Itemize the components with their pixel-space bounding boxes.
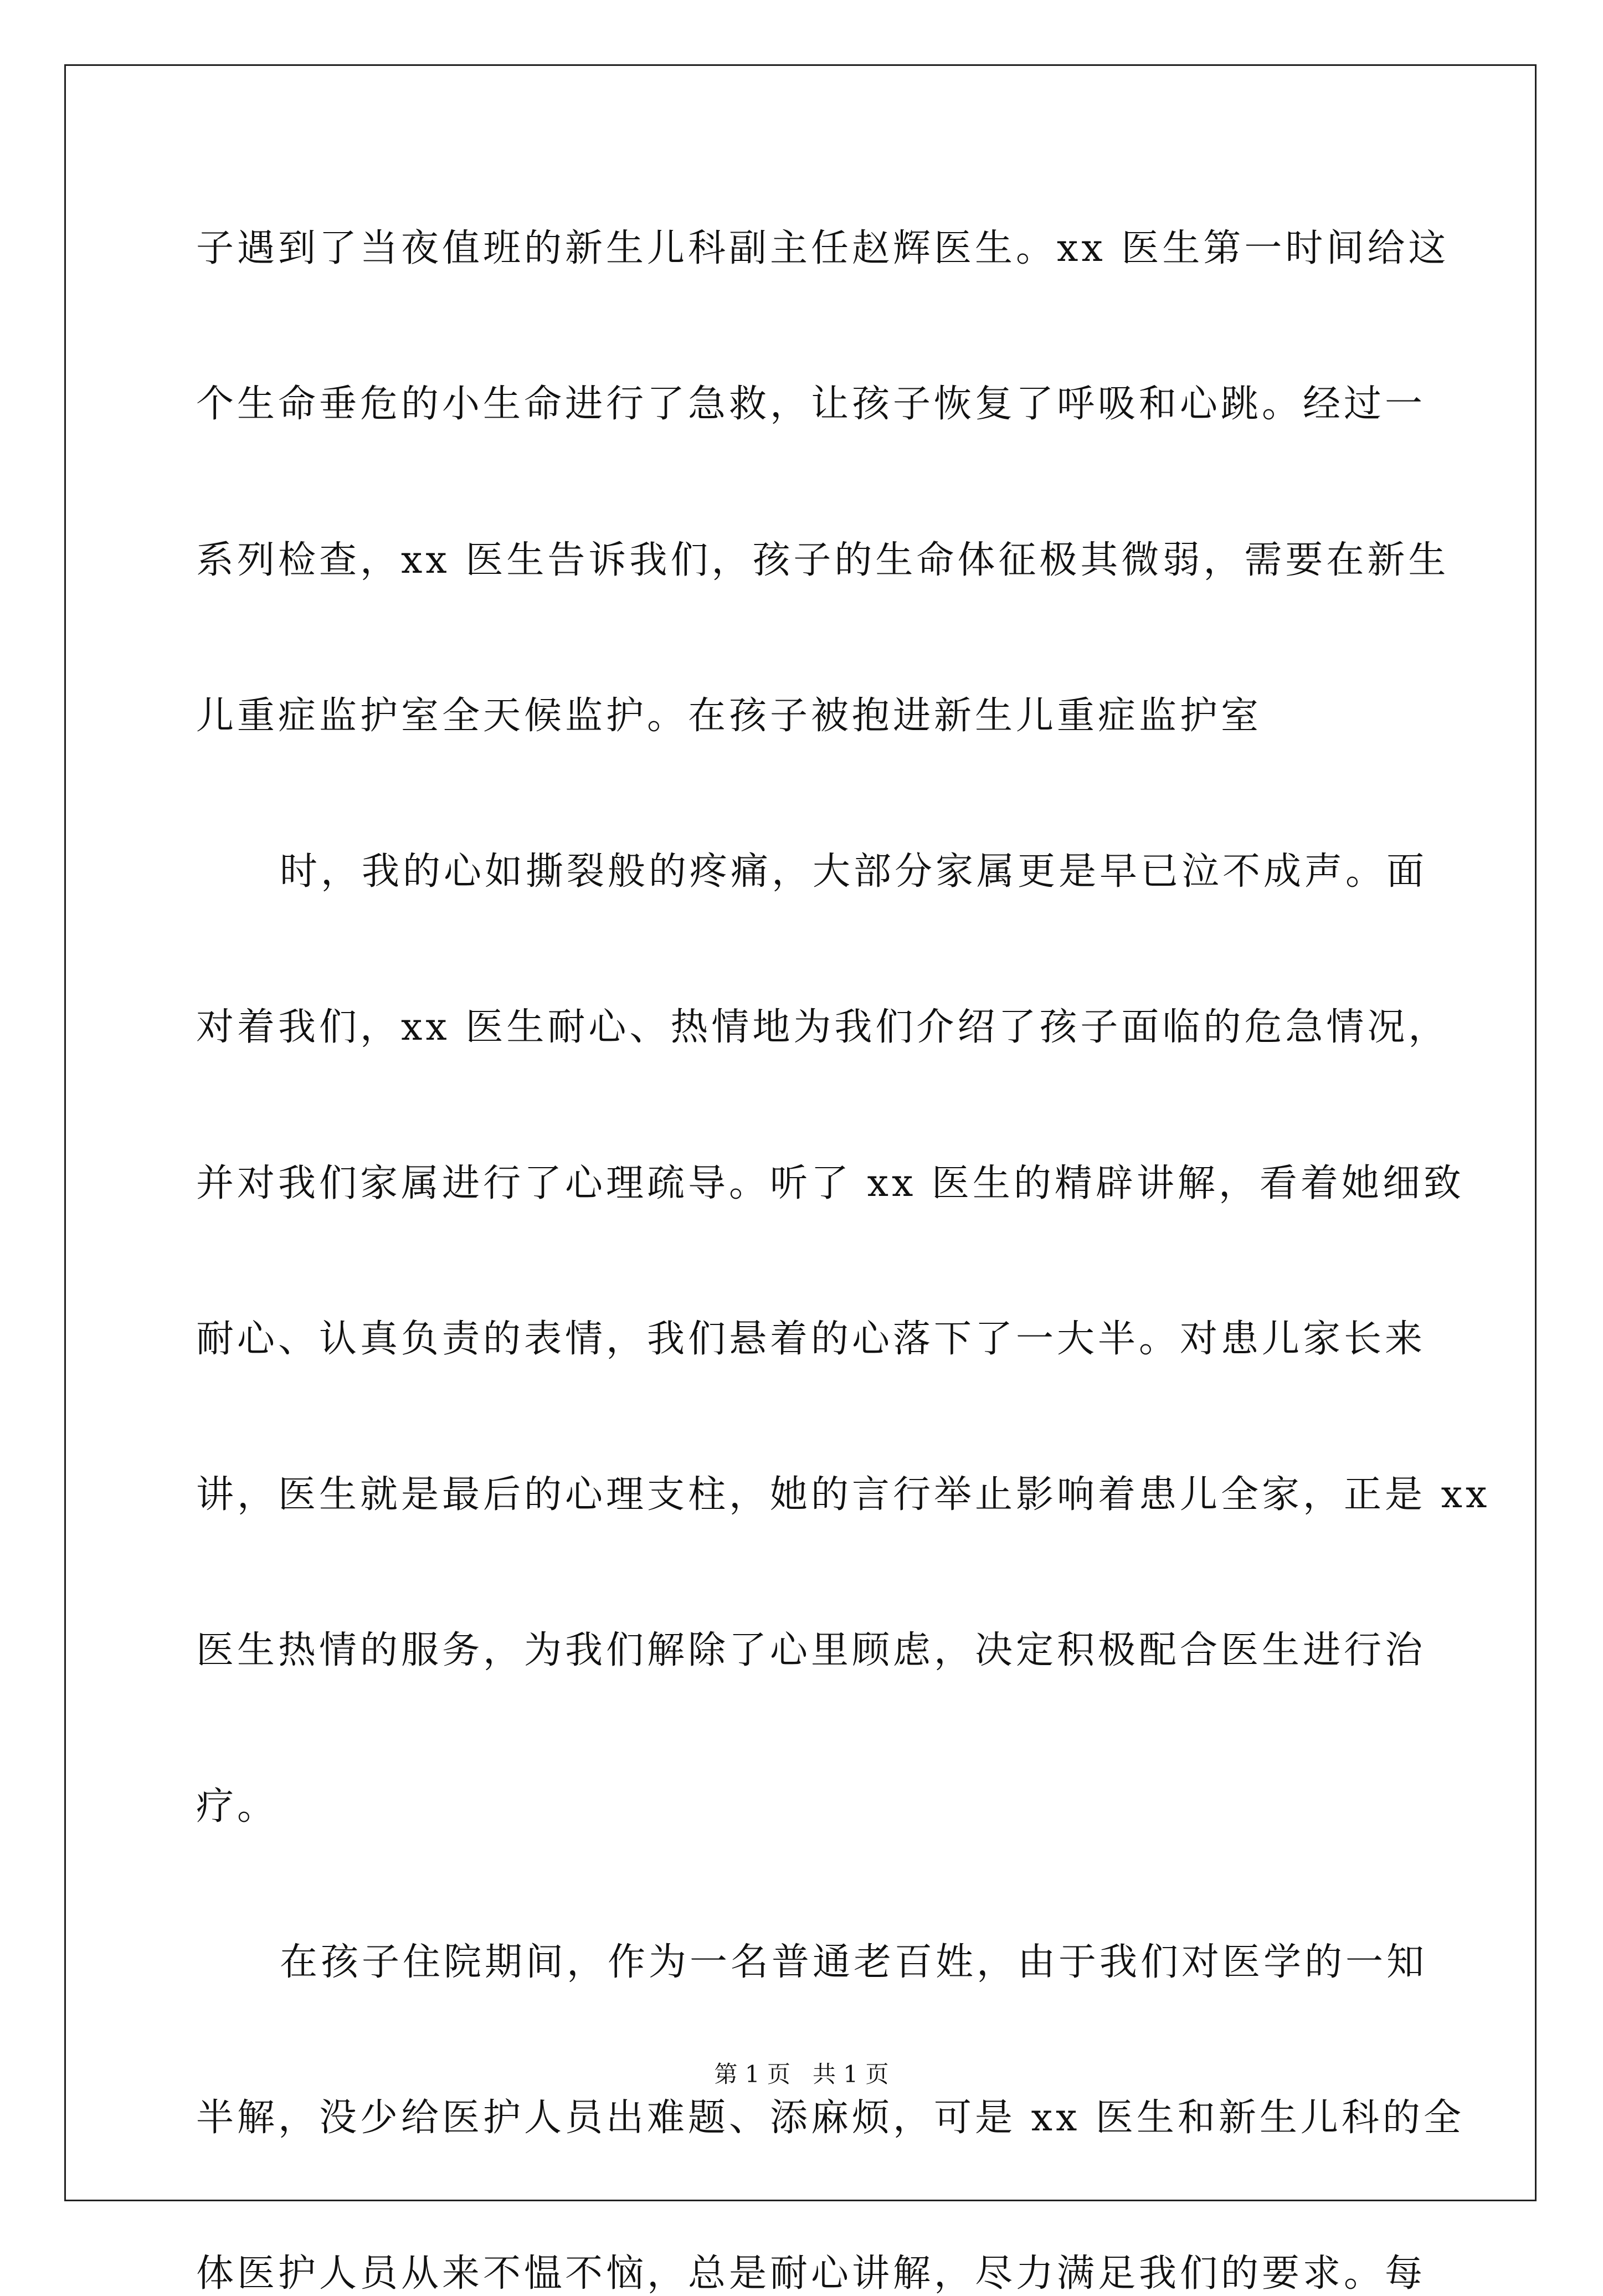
- body-line: 个生命垂危的小生命进行了急救，让孩子恢复了呼吸和心跳。经过一: [196, 382, 1426, 426]
- body-line: 疗。: [196, 1785, 279, 1828]
- body-line: 讲，医生就是最后的心理支柱，她的言行举止影响着患儿全家，正是 xx: [196, 1473, 1491, 1517]
- body-line: 体医护人员从来不愠不恼，总是耐心讲解，尽力满足我们的要求。每: [196, 2252, 1426, 2295]
- body-line: 并对我们家属进行了心理疏导。听了 xx 医生的精辟讲解，看着她细致: [196, 1162, 1465, 1205]
- paragraph-first-line: 时，我的心如撕裂般的疼痛，大部分家属更是早已泣不成声。面: [280, 850, 1428, 893]
- body-line: 儿重症监护室全天候监护。在孩子被抱进新生儿重症监护室: [196, 694, 1262, 738]
- body-line: 半解，没少给医护人员出难题、添麻烦，可是 xx 医生和新生儿科的全: [196, 2096, 1465, 2140]
- body-line: 系列检查，xx 医生告诉我们，孩子的生命体征极其微弱，需要在新生: [196, 538, 1450, 582]
- body-line: 子遇到了当夜值班的新生儿科副主任赵辉医生。xx 医生第一时间给这: [196, 227, 1450, 270]
- body-line: 耐心、认真负责的表情，我们悬着的心落下了一大半。对患儿家长来: [196, 1317, 1426, 1361]
- body-line: 医生热情的服务，为我们解除了心里顾虑，决定积极配合医生进行治: [196, 1629, 1426, 1672]
- paragraph-first-line: 在孩子住院期间，作为一名普通老百姓，由于我们对医学的一知: [280, 1940, 1428, 1984]
- page-footer: 第 1 页 共 1 页: [714, 2061, 889, 2088]
- body-line: 对着我们，xx 医生耐心、热情地为我们介绍了孩子面临的危急情况，: [196, 1005, 1450, 1049]
